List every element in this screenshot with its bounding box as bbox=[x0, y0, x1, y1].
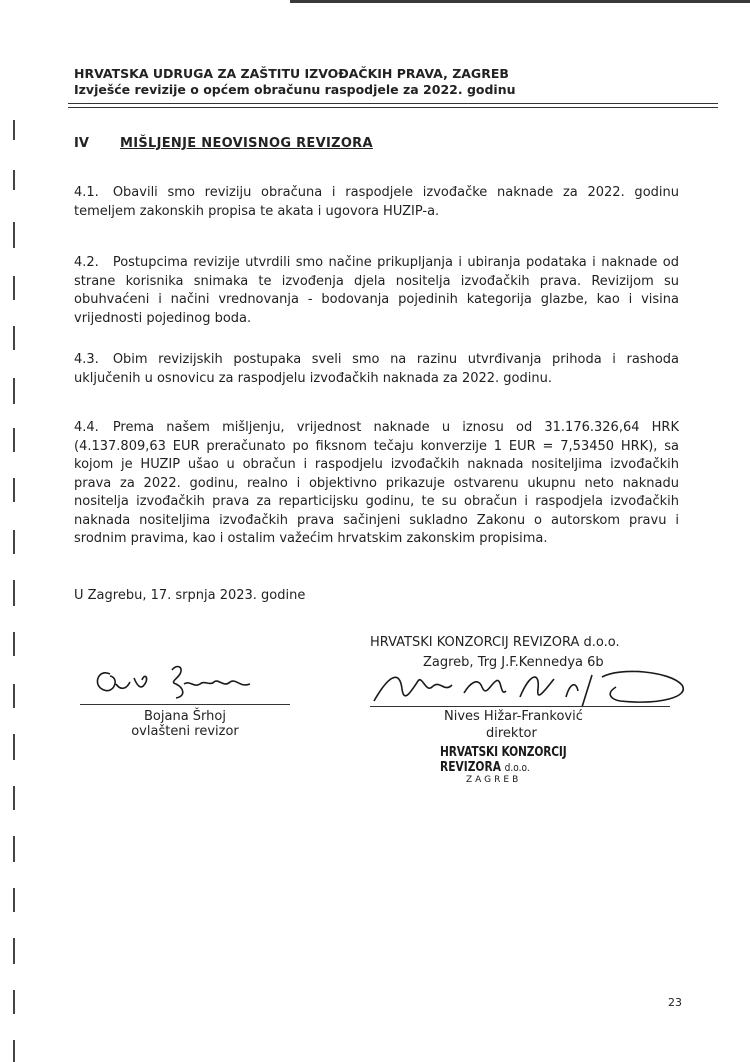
section-number: IV bbox=[74, 136, 89, 151]
paragraph-text: Prema našem mišljenju, vrijednost naknade u iznosu od 31.176.326,64 HRK (4.137.809,63 EUR preračunato po fiksnom tečaju konverzije 1 EUR = 7,53450 HRK), sa kojom je HUZIP ušao u obračun i raspodjelu izvođačkih naknada nositeljima izvođačkih prava za 2022. godinu, realno i objektivno prikazuje ostvarenu ukupnu neto naknadu nositelja izvođačkih prava za reparticijsku godinu, te su obračun i raspodjela izvođačkih naknada nositeljima izvođačkih prava sačinjeni sukladno Zakonu o autorskom pravu i srodnim pravima, kao i ostalim važećim hrvatskim zakonskim propisima. bbox=[74, 420, 679, 546]
paragraph-text: Postupcima revizije utvrdili smo načine prikupljanja i ubiranja podataka i naknade od strane korisnika snimaka te izvođenja djela nositelja izvođačkih prava. Revizijom su obuhvaćeni i načini vrednovanja - bodovanja pojedinih kategorija glazbe, kao i visina vrijednosti pojedinog boda. bbox=[74, 255, 679, 326]
place-and-date: U Zagrebu, 17. srpnja 2023. godine bbox=[74, 588, 306, 603]
binder-mark bbox=[13, 888, 15, 912]
scan-top-edge bbox=[290, 0, 750, 3]
paragraph-number: 4.1. bbox=[74, 185, 99, 200]
binder-mark bbox=[13, 170, 15, 190]
paragraph-text: Obim revizijskih postupaka sveli smo na razinu utvrđivanja prihoda i rashoda uključenih u osnovicu za raspodjelu izvođačkih naknada za 2022. godinu. bbox=[74, 352, 679, 386]
page-number: 23 bbox=[668, 996, 682, 1009]
header-org-line: HRVATSKA UDRUGA ZA ZAŠTITU IZVOĐAČKIH PRAVA, ZAGREB bbox=[74, 66, 509, 81]
firm-name: HRVATSKI KONZORCIJ REVIZORA d.o.o. bbox=[370, 635, 620, 650]
binder-mark bbox=[13, 990, 15, 1014]
paragraph bbox=[74, 254, 679, 328]
paragraph-text: Obavili smo reviziju obračuna i raspodjele izvođačke naknade za 2022. godinu temeljem zakonskih propisa te akata i ugovora HUZIP-a. bbox=[74, 185, 679, 219]
signature-line bbox=[80, 704, 290, 705]
director-role: direktor bbox=[486, 726, 537, 741]
section-heading bbox=[74, 136, 373, 151]
binder-mark bbox=[13, 276, 15, 300]
auditor-role: ovlašteni revizor bbox=[131, 724, 239, 739]
binder-mark bbox=[13, 734, 15, 760]
binder-mark bbox=[13, 478, 15, 502]
binder-mark bbox=[13, 222, 15, 248]
binder-mark bbox=[13, 378, 15, 404]
paragraph-number: 4.3. bbox=[74, 352, 99, 367]
signature-line bbox=[370, 706, 670, 707]
stamp-line-1: HRVATSKI KONZORCIJ bbox=[440, 745, 567, 760]
binder-mark bbox=[13, 326, 15, 350]
binder-mark bbox=[13, 530, 15, 554]
binder-mark bbox=[13, 1040, 15, 1062]
header-rule bbox=[68, 107, 718, 108]
auditor-name: Bojana Šrhoj bbox=[144, 709, 226, 724]
binder-mark bbox=[13, 836, 15, 862]
binder-mark bbox=[13, 632, 15, 656]
binder-mark bbox=[13, 938, 15, 964]
paragraph-number: 4.2. bbox=[74, 255, 99, 270]
company-stamp bbox=[440, 745, 594, 785]
handwritten-signature bbox=[80, 660, 290, 704]
stamp-name: REVIZORA bbox=[440, 760, 501, 775]
signature-block-auditor bbox=[80, 660, 290, 739]
director-name: Nives Hižar-Franković bbox=[444, 709, 583, 724]
binder-mark bbox=[13, 786, 15, 810]
paragraph bbox=[74, 184, 679, 221]
stamp-line-2 bbox=[440, 760, 567, 775]
paragraph bbox=[74, 419, 679, 549]
binder-mark bbox=[13, 428, 15, 452]
document-header bbox=[74, 66, 516, 98]
stamp-city: ZAGREB bbox=[466, 775, 522, 785]
binder-mark bbox=[13, 684, 15, 708]
stamp-suffix: d.o.o. bbox=[504, 761, 530, 774]
header-report-line: Izvješće revizije o općem obračunu raspodjele za 2022. godinu bbox=[74, 82, 516, 97]
binder-mark bbox=[13, 120, 15, 140]
paragraph-number: 4.4. bbox=[74, 420, 99, 435]
section-title: MIŠLJENJE NEOVISNOG REVIZORA bbox=[120, 136, 373, 151]
binder-mark bbox=[13, 580, 15, 606]
paragraph bbox=[74, 351, 679, 388]
header-rule bbox=[68, 103, 718, 104]
firm-address: Zagreb, Trg J.F.Kennedya 6b bbox=[423, 655, 604, 670]
